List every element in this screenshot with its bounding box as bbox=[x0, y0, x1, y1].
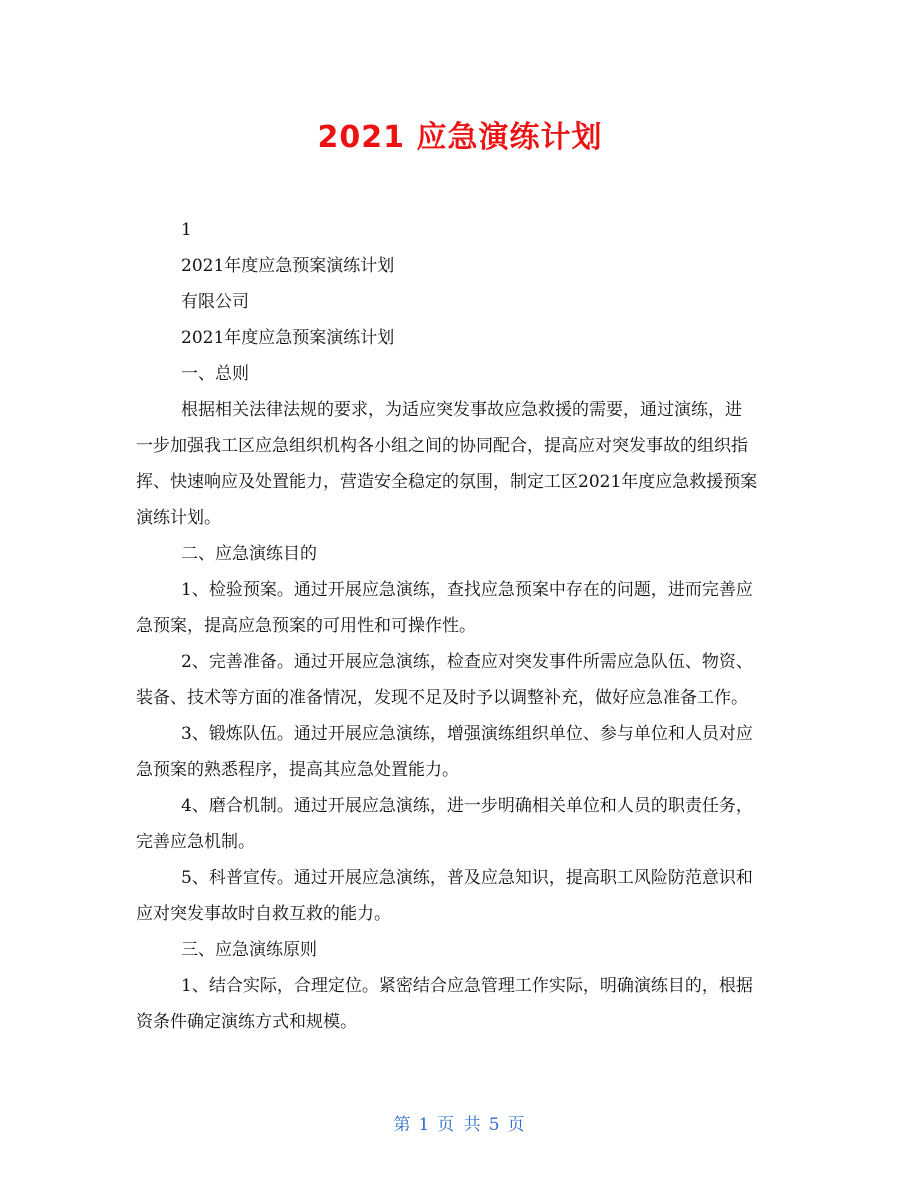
body-line: 急预案的熟悉程序，提高其应急处置能力。 bbox=[136, 760, 459, 780]
body-line: 根据相关法律法规的要求，为适应突发事故应急救援的需要，通过演练，进 bbox=[181, 400, 742, 420]
body-line: 1、结合实际，合理定位。紧密结合应急管理工作实际，明确演练目的，根据 bbox=[181, 976, 753, 996]
body-line: 完善应急机制。 bbox=[136, 832, 255, 852]
footer-suffix: 页 bbox=[507, 1115, 527, 1135]
body-line: 2021年度应急预案演练计划 bbox=[181, 256, 395, 276]
body-line: 装备、技术等方面的准备情况，发现不足及时予以调整补充，做好应急准备工作。 bbox=[136, 688, 748, 708]
body-line: 演练计划。 bbox=[136, 508, 221, 528]
body-line: 急预案，提高应急预案的可用性和可操作性。 bbox=[136, 616, 476, 636]
body-line: 一步加强我工区应急组织机构各小组之间的协同配合，提高应对突发事故的组织指 bbox=[136, 436, 748, 456]
body-line: 3、锻炼队伍。通过开展应急演练，增强演练组织单位、参与单位和人员对应 bbox=[181, 724, 753, 744]
footer-prefix: 第 bbox=[393, 1115, 413, 1135]
footer-total-pages: 5 bbox=[488, 1115, 502, 1135]
body-line: 挥、快速响应及处置能力，营造安全稳定的氛围，制定工区2021年度应急救援预案 bbox=[136, 472, 758, 492]
page-footer bbox=[0, 1110, 920, 1140]
body-line: 2、完善准备。通过开展应急演练，检查应对突发事件所需应急队伍、物资、 bbox=[181, 652, 753, 672]
body-line: 应对突发事故时自救互救的能力。 bbox=[136, 904, 391, 924]
body-line: 有限公司 bbox=[181, 292, 249, 312]
section-heading: 一、总则 bbox=[181, 364, 249, 384]
body-line: 2021年度应急预案演练计划 bbox=[181, 328, 395, 348]
body-line: 1、检验预案。通过开展应急演练，查找应急预案中存在的问题，进而完善应 bbox=[181, 580, 753, 600]
document-body bbox=[136, 212, 790, 1040]
body-line: 5、科普宣传。通过开展应急演练，普及应急知识，提高职工风险防范意识和 bbox=[181, 868, 753, 888]
body-line: 资条件确定演练方式和规模。 bbox=[136, 1012, 357, 1032]
section-heading: 二、应急演练目的 bbox=[181, 544, 317, 564]
footer-page-number: 1 bbox=[418, 1115, 432, 1135]
body-line: 1 bbox=[181, 220, 192, 240]
footer-middle: 页 共 bbox=[437, 1115, 483, 1135]
body-line: 4、磨合机制。通过开展应急演练，进一步明确相关单位和人员的职责任务， bbox=[181, 796, 753, 816]
section-heading: 三、应急演练原则 bbox=[181, 940, 317, 960]
document-title: 2021 应急演练计划 bbox=[317, 120, 603, 155]
